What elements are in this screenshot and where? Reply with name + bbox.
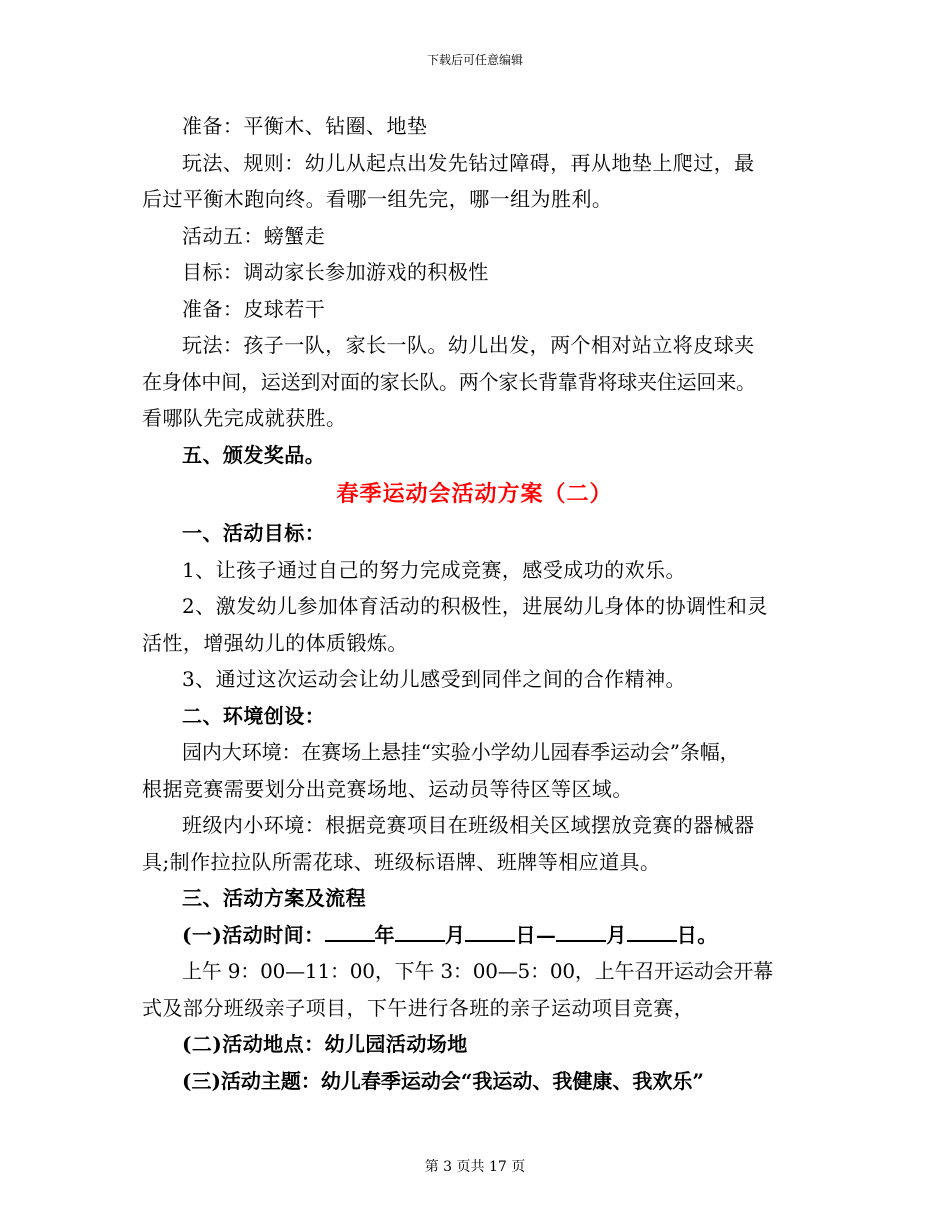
document-title: 春季运动会活动方案（二） <box>336 481 613 507</box>
paragraph-gameplay-line-2: 在身体中间，运送到对面的家长队。两个家长背靠背将球夹住运回来。 <box>142 369 756 394</box>
page-footer: 第 3 页共 17 页 <box>424 1159 526 1175</box>
page-header: 下载后可任意编辑 <box>426 53 523 67</box>
day-label-2: 日。 <box>676 922 718 947</box>
section-two-heading: 二、环境创设： <box>182 703 326 728</box>
schedule-line-2: 式及部分班级亲子项目，下午进行各班的亲子运动项目竞赛， <box>142 995 695 1020</box>
month-blank-1 <box>395 939 445 942</box>
goal-item-2-line-1: 2、激发幼儿参加体育活动的积极性，进展幼儿身体的协调性和灵 <box>182 594 768 618</box>
day-blank-1 <box>465 939 515 942</box>
activity-location-line: (二)活动地点：幼儿园活动场地 <box>182 1032 468 1056</box>
schedule-line-1: 上午 9：00—11：00，下午 3：00—5：00，上午召开运动会开幕 <box>182 959 773 983</box>
day-blank-2 <box>627 939 677 942</box>
paragraph-gameplay-line-1: 玩法：孩子一队，家长一队。幼儿出发，两个相对站立将皮球夹 <box>182 333 755 357</box>
paragraph-preparation-ball: 准备：皮球若干 <box>182 296 326 321</box>
month-label-1: 月 <box>444 922 466 947</box>
goal-item-2-line-2: 活性，增强幼儿的体质锻炼。 <box>142 630 408 655</box>
paragraph-preparation: 准备：平衡木、钻圈、地垫 <box>182 114 428 138</box>
activity-time-label: (一)活动时间： <box>182 922 325 947</box>
paragraph-rules-line-1: 玩法、规则：幼儿从起点出发先钻过障碍，再从地垫上爬过，最 <box>182 150 755 175</box>
section-five-heading: 五、颁发奖品。 <box>182 442 326 467</box>
section-three-heading: 三、活动方案及流程 <box>182 886 367 910</box>
environment-outdoor-line-1: 园内大环境：在赛场上悬挂“实验小学幼儿园春季运动会”条幅， <box>182 740 740 764</box>
year-label: 年 <box>374 922 395 947</box>
paragraph-gameplay-line-3: 看哪队先完成就获胜。 <box>142 406 347 430</box>
activity-five-heading: 活动五：螃蟹走 <box>182 223 326 248</box>
environment-class-line-1: 班级内小环境：根据竞赛项目在班级相关区域摆放竞赛的器械器 <box>182 813 755 837</box>
day-label-1: 日— <box>515 922 557 947</box>
month-blank-2 <box>556 939 606 942</box>
paragraph-goal: 目标：调动家长参加游戏的积极性 <box>182 260 489 284</box>
environment-outdoor-line-2: 根据竞赛需要划分出竞赛场地、运动员等待区等区域。 <box>142 776 633 801</box>
goal-item-1: 1、让孩子通过自己的努力完成竞赛，感受成功的欢乐。 <box>182 557 686 582</box>
document-body <box>142 108 807 1099</box>
activity-time-line <box>142 917 807 954</box>
section-one-heading: 一、活动目标： <box>182 521 326 545</box>
paragraph-rules-line-2: 后过平衡木跑向终。看哪一组先完，哪一组为胜利。 <box>142 187 613 211</box>
activity-theme-line: (三)活动主题：幼儿春季运动会“我运动、我健康、我欢乐” <box>182 1068 704 1093</box>
environment-class-line-2: 具;制作拉拉队所需花球、班级标语牌、班牌等相应道具。 <box>142 849 661 874</box>
goal-item-3: 3、通过这次运动会让幼儿感受到同伴之间的合作精神。 <box>182 667 686 691</box>
year-blank <box>325 939 375 942</box>
month-label-2: 月 <box>606 922 627 947</box>
